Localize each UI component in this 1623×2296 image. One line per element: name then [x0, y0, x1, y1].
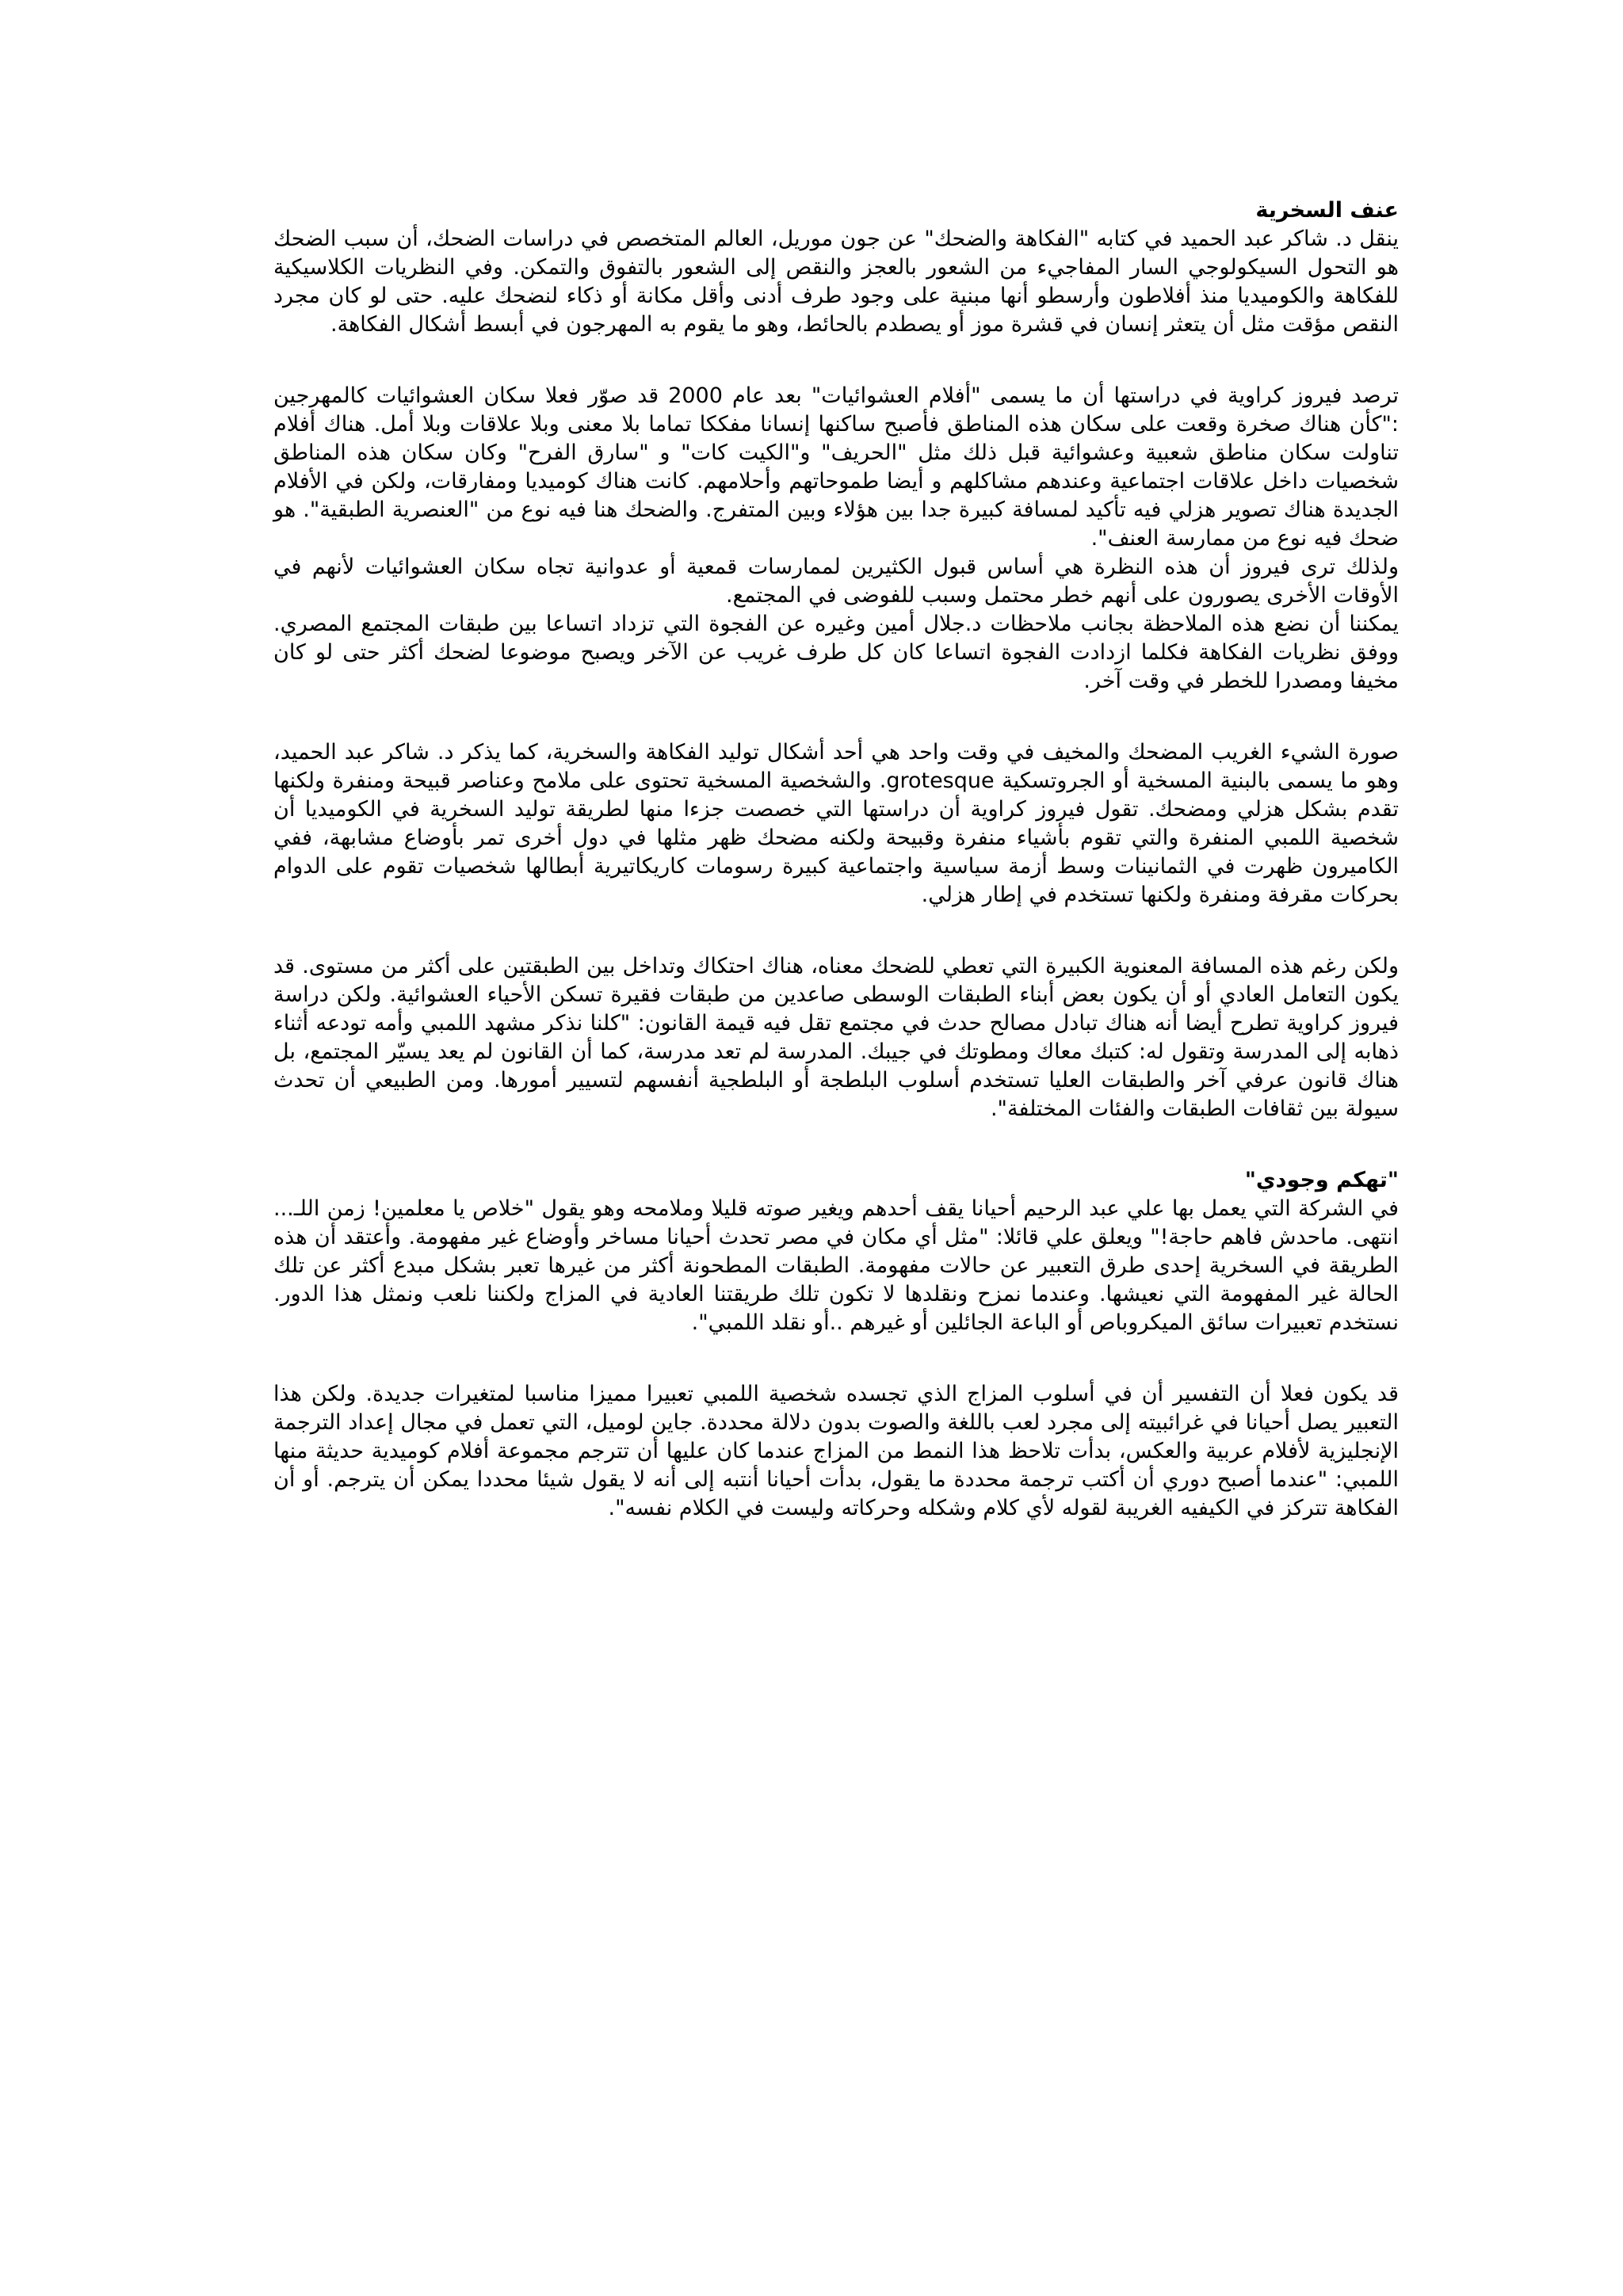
paragraph-1-1: ينقل د. شاكر عبد الحميد في كتابه "الفكاهة والضحك" عن جون موريل، العالم المتخصص في دراسات الضحك، أن سبب الضحك هو التحول السيكولوجي السار المفاجيء من الشعور بالعجز والنقص إلى الشعور بالتفوق والتمكن. وفي النظريات الكلاسيكية للفكاهة والكوميديا منذ أفلاطون وأرسطو أنها مبنية على وجود طرف أدنى وأقل مكانة أو ذكاء لنضحك عليه. حتى لو كان مجرد النقص مؤقت مثل أن يتعثر إنسان في قشرة موز أو يصطدم بالحائط، وهو ما يقوم به المهرجون في أبسط أشكال الفكاهة.	[273, 227, 1399, 337]
section-heading-1: عنف السخرية	[1255, 198, 1399, 223]
paragraph-2-2: ولذلك ترى فيروز أن هذه النظرة هي أساس قبول الكثيرين لممارسات قمعية أو عدوانية تجاه سكان العشوائيات لأنهم في الأوقات الأخرى يصورون على أنهم خطر محتمل وسبب للفوضى في المجتمع.	[273, 555, 1399, 608]
paragraph-gap	[273, 339, 1399, 382]
paragraph-gap	[273, 1337, 1399, 1380]
paragraph-2-1: ترصد فيروز كراوية في دراستها أن ما يسمى "أفلام العشوائيات" بعد عام 2000 قد صوّر فعلا سكان العشوائيات كالمهرجين :"كأن هناك صخرة وقعت على سكان هذه المناطق فأصبح ساكنها إنسانا مفككا تماما بلا معنى وبلا علاقات وبلا أمل. هناك أفلام تناولت سكان مناطق شعبية وعشوائية قبل ذلك مثل "الحريف" و"الكيت كات" و "سارق الفرح" وكان سكان هذه المناطق شخصيات داخل علاقات اجتماعية وعندهم مشاكلهم و أيضا طموحاتهم وأحلامهم. كانت هناك كوميديا ومفارقات، ولكن في الأفلام الجديدة هناك تصوير هزلي فيه تأكيد لمسافة كبيرة جدا بين هؤلاء وبين المتفرج. والضحك هنا فيه نوع من "العنصرية الطبقية". هو ضحك فيه نوع من ممارسة العنف".	[273, 383, 1399, 551]
paragraph-2-3: يمكننا أن نضع هذه الملاحظة بجانب ملاحظات د.جلال أمين وغيره عن الفجوة التي تزداد اتساعا بين طبقات المجتمع المصري. ووفق نظريات الفكاهة فكلما ازدادت الفجوة اتساعا كان كل طرف غريب عن الآخر ويصبح موضوعا لضحك أكثر حتى لو كان مخيفا ومصدرا للخطر في وقت آخر.	[273, 612, 1399, 693]
document-page	[273, 196, 1399, 1523]
paragraph-6-1: قد يكون فعلا أن التفسير أن في أسلوب المزاج الذي تجسده شخصية اللمبي تعبيرا مميزا مناسبا لمتغيرات جديدة. ولكن هذا التعبير يصل أحيانا في غرائبيته إلى مجرد لعب باللغة والصوت بدون دلالة محددة. جاين لوميل، التي تعمل في مجال إعداد الترجمة الإنجليزية لأفلام عربية والعكس، بدأت تلاحظ هذا النمط من المزاج عندما كان عليها أن تترجم مجموعة أفلام كوميدية حديثة منها اللمبي: "عندما أصبح دوري أن أكتب ترجمة محددة ما يقول، بدأت أحيانا أنتبه إلى أنه لا يقول شيئا محددا يمكن أن يترجم. أو أن الفكاهة تتركز في الكيفيه الغريبة لقوله لأي كلام وشكله وحركاته وليست في الكلام نفسه".	[273, 1382, 1399, 1520]
paragraph-3-1: صورة الشيء الغريب المضحك والمخيف في وقت واحد هي أحد أشكال توليد الفكاهة والسخرية، كما يذكر د. شاكر عبد الحميد، وهو ما يسمى بالبنية المسخية أو الجروتسكية grotesque. والشخصية المسخية تحتوى على ملامح وعناصر قبيحة ومنفرة ولكنها تقدم بشكل هزلي ومضحك. تقول فيروز كراوية أن دراستها التي خصصت جزءا منها لطريقة توليد السخرية في الكوميديا أن شخصية اللمبي المنفرة والتي تقوم بأشياء منفرة وقبيحة ولكنه مضحك ظهر مثلها في دول أخرى تمر بأوضاع مشابهة، ففي الكاميرون ظهرت في الثمانينات وسط أزمة سياسية واجتماعية كبيرة رسومات كاريكاتيرية أبطالها شخصيات تقوم على الدوام بحركات مقرفة ومنفرة ولكنها تستخدم في إطار هزلي.	[273, 740, 1399, 907]
paragraph-gap	[273, 696, 1399, 738]
paragraph-5-1: في الشركة التي يعمل بها علي عبد الرحيم أحيانا يقف أحدهم ويغير صوته قليلا وملامحه وهو يقول "خلاص يا معلمين! زمن اللـ... انتهى. ماحدش فاهم حاجة!" ويعلق علي قائلا: "مثل أي مكان في مصر تحدث أحيانا مساخر وأوضاع غير مفهومة. وأعتقد أن هذه الطريقة في السخرية إحدى طرق التعبير عن حالات مفهومة. الطبقات المطحونة أكثر من غيرها تعبر بشكل مبدع أكثر عن تلك الحالة غير المفهومة التي نعيشها. وعندما نمزح ونقلدها لا تكون تلك طريقتنا العادية في المزاج ولكننا نلعب ونمثل هذا الدور. نستخدم تعبيرات سائق الميكروباص أو الباعة الجائلين أو غيرهم ..أو نقلد اللمبي".	[273, 1196, 1399, 1335]
paragraph-4-1: ولكن رغم هذه المسافة المعنوية الكبيرة التي تعطي للضحك معناه، هناك احتكاك وتداخل بين الطبقتين على أكثر من مستوى. قد يكون التعامل العادي أو أن يكون بعض أبناء الطبقات الوسطى صاعدين من طبقات فقيرة تسكن الأحياء العشوائية. ولكن دراسة فيروز كراوية تطرح أيضا أنه هناك تبادل مصالح حدث في مجتمع تقل فيه قيمة القانون: "كلنا نذكر مشهد اللمبي وأمه تودعه أثناء ذهابه إلى المدرسة وتقول له: كتبك معاك ومطوتك في جيبك. المدرسة لم تعد مدرسة، كما أن القانون لم يعد يسيّر المجتمع، بل هناك قانون عرفي آخر والطبقات العليا تستخدم أسلوب البلطجة أو البلطجية أنفسهم لتسيير أمورها. ومن الطبيعي أن تحدث سيولة بين ثقافات الطبقات والفئات المختلفة".	[273, 954, 1399, 1121]
paragraph-gap	[273, 1123, 1399, 1166]
section-heading-5: "تهكم وجودي"	[1244, 1168, 1399, 1192]
paragraph-gap	[273, 910, 1399, 952]
